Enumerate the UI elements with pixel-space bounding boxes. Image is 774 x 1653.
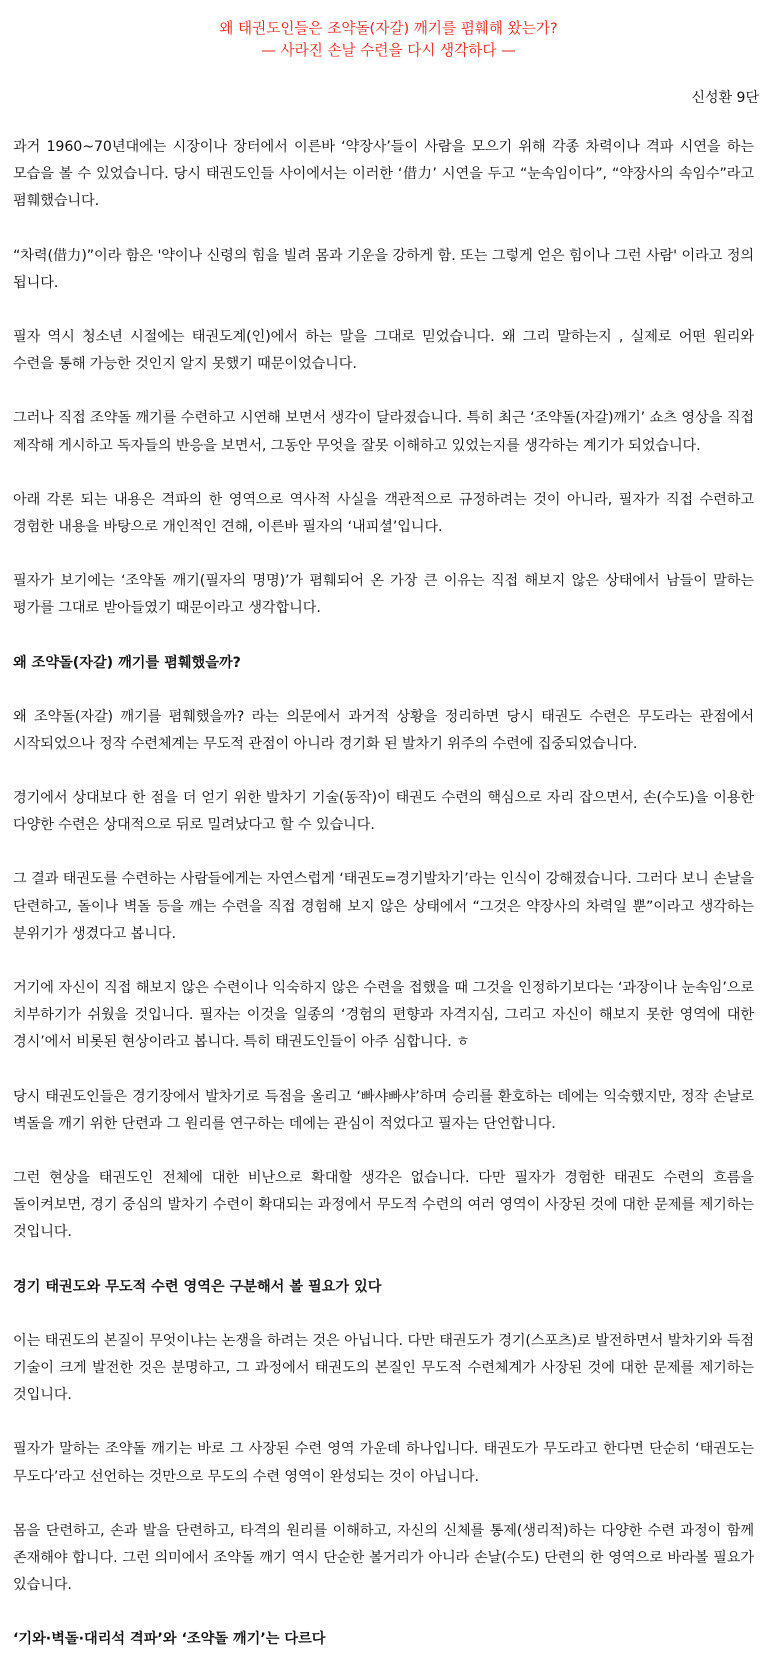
section-heading: 경기 태권도와 무도적 수련 영역은 구분해서 볼 필요가 있다: [13, 1278, 382, 1295]
paragraph: 필자 역시 청소년 시절에는 태권도계(인)에서 하는 말을 그대로 믿었습니다. 왜 그리 말하는지 , 실제로 어떤 원리와 수련을 통해 가능한 것인지 알지 못했기 때문이었습니다.: [13, 329, 754, 373]
paragraph: 필자가 말하는 조약돌 깨기는 바로 그 사장된 수련 영역 가운데 하나입니다. 태권도가 무도라고 한다면 단순히 ‘태권도는 무도다’라고 선언하는 것만으로 무도의 수련 영역이 완성되는 것이 아닙니다.: [13, 1441, 754, 1485]
section-heading: 왜 조약돌(자갈) 깨기를 폄훼했을까?: [13, 654, 241, 671]
paragraph: 아래 각론 되는 내용은 격파의 한 영역으로 역사적 사실을 객관적으로 규정하려는 것이 아니라, 필자가 직접 수련하고 경험한 내용을 바탕으로 개인적인 견해, 이른바 필자의 ‘내피셜’입니다.: [13, 491, 754, 536]
article-title: 왜 태권도인들은 조약돌(자갈) 깨기를 폄훼해 왔는가?: [219, 20, 558, 37]
article-body: [13, 134, 754, 1653]
paragraph: 거기에 자신이 직접 해보지 않은 수련이나 익숙하지 않은 수련을 접했을 때 그것을 인정하기보다는 ‘과장이나 눈속임’으로 치부하기가 쉬웠을 것입니다. 필자는 이것을 일종의 ‘경험의 편향과 자격지심, 그리고 자신이 해보지 못한 영역에 대한 경시’에서 비롯된 현상이라고 봅니다. 특히 태권도인들이 아주 심합니다. ㅎ: [13, 980, 754, 1051]
paragraph: 필자가 보기에는 ‘조약돌 깨기(필자의 명명)’가 폄훼되어 온 가장 큰 이유는 직접 해보지 않은 상태에서 남들이 말하는 평가를 그대로 받아들였기 때문이라고 생각합니다.: [13, 573, 754, 617]
paragraph: 그 결과 태권도를 수련하는 사람들에게는 자연스럽게 ‘태권도=경기발차기’라는 인식이 강해졌습니다. 그러다 보니 손날을 단련하고, 돌이나 벽돌 등을 깨는 수련을 직접 경험해 보지 않은 상태에서 “그것은 약장사의 차력일 뿐”이라고 생각하는 분위기가 생겼다고 봅니다.: [13, 871, 754, 942]
paragraph: 경기에서 상대보다 한 점을 더 얻기 위한 발차기 기술(동작)이 태권도 수련의 핵심으로 자리 잡으면서, 손(수도)을 이용한 다양한 수련은 상대적으로 뒤로 밀려났다고 할 수 있습니다.: [13, 790, 754, 834]
section-heading: ‘기와·벽돌·대리석 격파’와 ‘조약돌 깨기’는 다르다: [13, 1631, 326, 1648]
article-subtitle: — 사라진 손날 수련을 다시 생각하다 —: [261, 42, 516, 59]
paragraph: 몸을 단련하고, 손과 발을 단련하고, 타격의 원리를 이해하고, 자신의 신체를 통제(생리적)하는 다양한 수련 과정이 함께 존재해야 합니다. 그런 의미에서 조약돌 깨기 역시 단순한 볼거리가 아니라 손날(수도) 단련의 한 영역으로 바라볼 필요가 있습니다.: [13, 1522, 754, 1594]
paragraph: 왜 조약돌(자갈) 깨기를 폄훼했을까? 라는 의문에서 과거적 상황을 정리하면 당시 태권도 수련은 무도라는 관점에서 시작되었으나 정작 수련체계는 무도적 관점이 아니라 경기화 된 발차기 위주의 수련에 집중되었습니다.: [13, 708, 754, 752]
article-title-block: [23, 18, 754, 62]
paragraph: 과거 1960~70년대에는 시장이나 장터에서 이른바 ‘약장사’들이 사람을 모으기 위해 각종 차력이나 격파 시연을 하는 모습을 볼 수 있었습니다. 당시 태권도인들 사이에서는 이러한 ‘借力’ 시연을 두고 “눈속임이다”, “약장사의 속임수”라고 폄훼했습니다.: [13, 139, 754, 210]
paragraph: 당시 태권도인들은 경기장에서 발차기로 득점을 올리고 ‘빠샤빠샤’하며 승리를 환호하는 데에는 익숙했지만, 정작 손날로 벽돌을 깨기 위한 단련과 그 원리를 연구하는 데에는 관심이 적었다고 필자는 단언합니다.: [13, 1088, 754, 1132]
article-author: 신성환 9단: [691, 90, 759, 106]
paragraph: 이는 태권도의 본질이 무엇이냐는 논쟁을 하려는 것은 아닙니다. 다만 태권도가 경기(스포츠)로 발전하면서 발차기와 득점 기술이 크게 발전한 것은 분명하고, 그 과정에서 태권도의 본질인 무도적 수련체계가 사장된 것에 대한 문제를 제기하는 것입니다.: [13, 1332, 754, 1404]
paragraph: 그런 현상을 태권도인 전체에 대한 비난으로 확대할 생각은 없습니다. 다만 필자가 경험한 태권도 수련의 흐름을 돌이켜보면, 경기 중심의 발차기 수련이 확대되는 과정에서 무도적 수련의 여러 영역이 사장된 것에 대한 문제를 제기하는 것입니다.: [13, 1170, 754, 1241]
paragraph: 그러나 직접 조약돌 깨기를 수련하고 시연해 보면서 생각이 달라졌습니다. 특히 최근 ‘조약돌(자갈)깨기’ 쇼츠 영상을 직접 제작해 게시하고 독자들의 반응을 보면서, 그동안 무엇을 잘못 이해하고 있었는지를 생각하는 계기가 되었습니다.: [13, 410, 754, 454]
paragraph: “차력(借力)”이라 함은 '약이나 신령의 힘을 빌려 몸과 기운을 강하게 함. 또는 그렇게 얻은 힘이나 그런 사람' 이라고 정의 됩니다.: [13, 247, 754, 291]
